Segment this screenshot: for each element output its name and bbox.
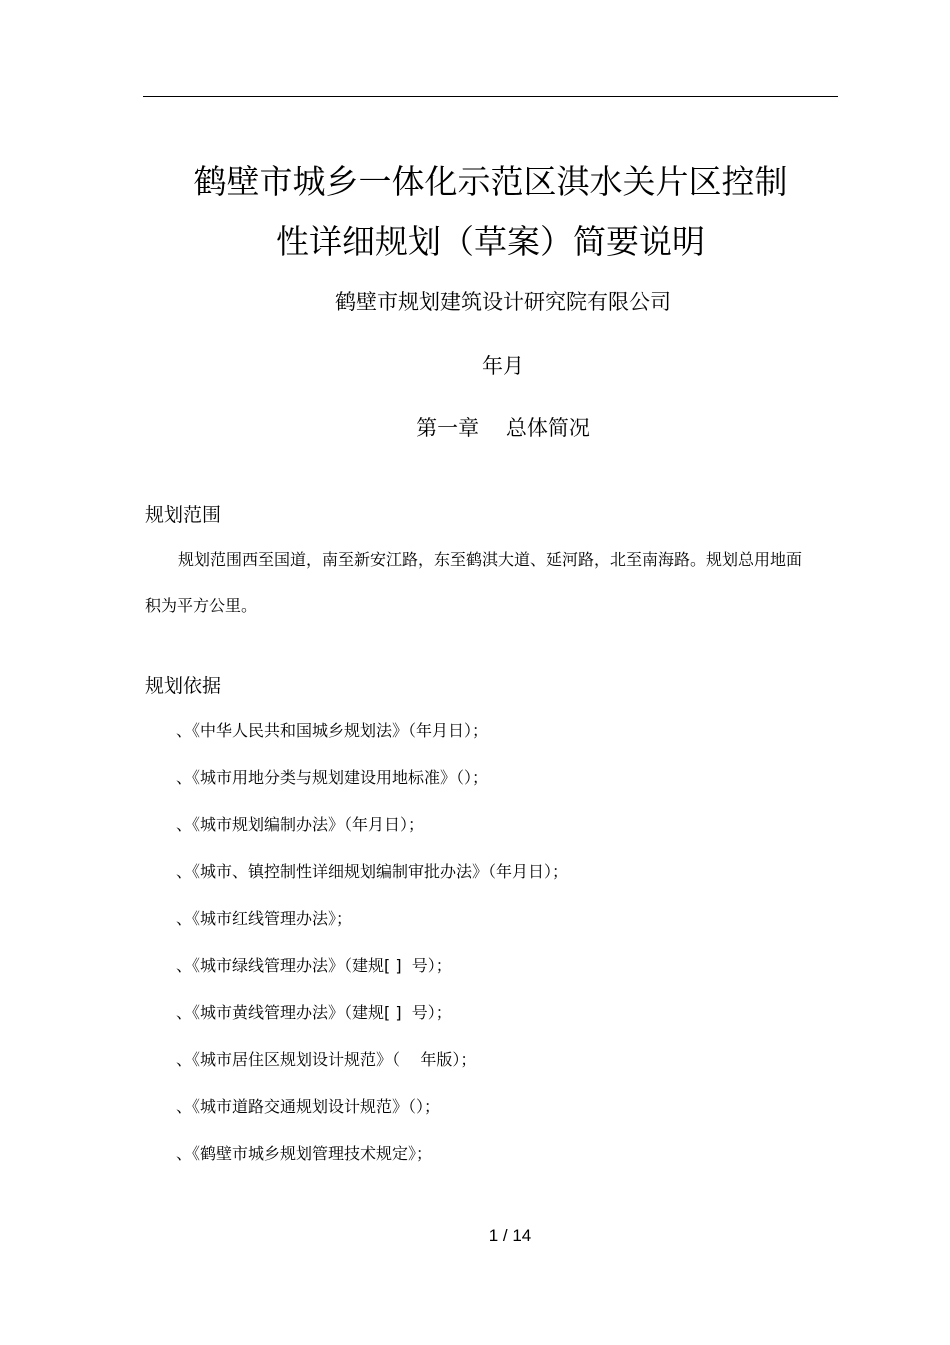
scope-paragraph-line-1: 规划范围西至国道，南至新安江路，东至鹤淇大道、延河路，北至南海路。规划总用地面 xyxy=(178,550,803,569)
reference-item: 、《城市用地分类与规划建设用地标准》（）； xyxy=(176,768,489,787)
scope-paragraph-line-2: 积为平方公里。 xyxy=(145,596,258,615)
organization-name: 鹤壁市规划建筑设计研究院有限公司 xyxy=(335,290,671,314)
page-number: 1 / 14 xyxy=(488,1226,532,1245)
reference-item: 、《城市规划编制办法》（年月日）； xyxy=(176,815,425,834)
section-heading-scope: 规划范围 xyxy=(145,504,222,526)
reference-item: 、《城市黄线管理办法》（建规[ ] 号）； xyxy=(176,1003,452,1022)
document-title-line-1: 鹤壁市城乡一体化示范区淇水关片区控制 xyxy=(193,162,788,201)
document-date: 年月 xyxy=(482,354,524,378)
reference-item: 、《城市道路交通规划设计规范》（）； xyxy=(176,1097,441,1116)
reference-item: 、《城市、镇控制性详细规划编制审批办法》（年月日）； xyxy=(176,862,569,881)
section-heading-basis: 规划依据 xyxy=(145,675,222,697)
chapter-heading: 第一章 总体简况 xyxy=(416,416,590,440)
header-rule xyxy=(143,96,838,97)
document-title-line-2: 性详细规划（草案）简要说明 xyxy=(276,222,705,261)
reference-item: 、《城市居住区规划设计规范》（ 年版）； xyxy=(176,1050,477,1069)
reference-item: 、《城市红线管理办法》； xyxy=(176,909,353,928)
reference-item: 、《中华人民共和国城乡规划法》（年月日）； xyxy=(176,721,489,740)
reference-item: 、《城市绿线管理办法》（建规[ ] 号）； xyxy=(176,956,452,975)
reference-item: 、《鹤壁市城乡规划管理技术规定》； xyxy=(176,1144,433,1163)
